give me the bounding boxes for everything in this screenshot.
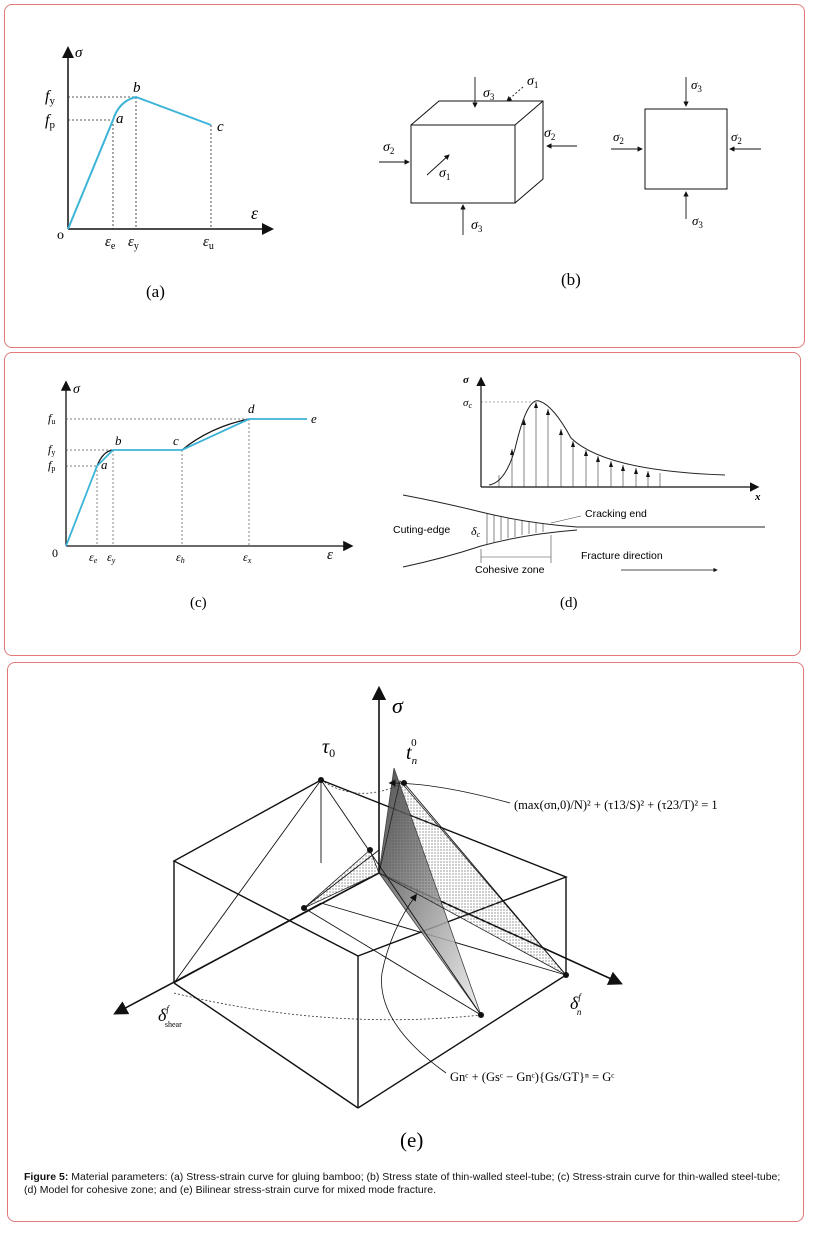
e-edges bbox=[174, 780, 566, 1015]
b-sq-s2-right: $\sigma_2$ bbox=[731, 129, 742, 146]
c-axis-y-label: σ bbox=[73, 382, 80, 397]
a-label: (a) bbox=[146, 282, 165, 301]
c-point-a: a bbox=[101, 457, 108, 472]
a-eps-e: $\varepsilon_e$ bbox=[105, 234, 116, 252]
c-eps-x: εx bbox=[243, 550, 252, 565]
a-point-a: a bbox=[116, 111, 124, 127]
d-sigma-c: σc bbox=[463, 397, 472, 410]
d-crack-upper bbox=[403, 495, 765, 527]
d-fracture-direction: Fracture direction bbox=[581, 550, 663, 562]
c-label: (c) bbox=[190, 595, 207, 611]
e-label: (e) bbox=[400, 1128, 424, 1152]
a-fp: fp bbox=[45, 112, 55, 131]
d-label: (d) bbox=[560, 595, 578, 611]
b-square bbox=[645, 109, 727, 189]
c-fy: fy bbox=[48, 442, 56, 457]
c-eps-y: εy bbox=[107, 550, 116, 565]
c-fp: fp bbox=[48, 458, 56, 473]
d-cohesive-hatch bbox=[487, 514, 543, 544]
a-point-b: b bbox=[133, 80, 141, 96]
e-delta-shear: $\delta^f$ shear bbox=[158, 1004, 182, 1029]
e-eq1: (max(σn,0)/N)² + (τ13/S)² + (τ23/T)² = 1 bbox=[514, 798, 718, 812]
b-label: (b) bbox=[561, 270, 581, 289]
a-axis-y-label: σ bbox=[75, 45, 83, 61]
b-arrow-s1-back bbox=[507, 87, 523, 101]
c-guides bbox=[66, 419, 249, 546]
c-eps-h: εh bbox=[176, 550, 185, 565]
caption-prefix: Figure 5: bbox=[24, 1171, 69, 1183]
a-eps-u: $\varepsilon_u$ bbox=[203, 234, 214, 252]
d-stress-curve bbox=[489, 401, 725, 485]
e-tau0: $\tau_0$ bbox=[322, 736, 336, 760]
e-eq2: Gnᶜ + (Gsᶜ − Gnᶜ){Gs/GT}ⁿ = Gᶜ bbox=[450, 1070, 615, 1084]
panel-bottom bbox=[7, 662, 804, 1222]
b-s2-left: $\sigma_2$ bbox=[383, 140, 395, 156]
c-eps-e: εe bbox=[89, 550, 98, 565]
caption-text: Material parameters: (a) Stress-strain curve for gluing bamboo; (b) Stress state of thin-walled steel-tube; (c) Stress-strain curve for thin-walled steel-tube; (d) Model for cohesive zone; and (e) Bilinear stress-strain curve for mixed mode fracture. bbox=[24, 1171, 781, 1196]
figure-caption bbox=[24, 1171, 794, 1197]
a-origin: o bbox=[57, 228, 64, 243]
panel-top-svg bbox=[5, 5, 806, 349]
b-sq-s3-bot: $\sigma_3$ bbox=[692, 213, 703, 230]
e-tn0: $t_n0$ bbox=[406, 737, 418, 767]
panel-bottom-svg bbox=[8, 663, 805, 1223]
e-dotted-arc-bottom bbox=[174, 993, 481, 1020]
b-s2-right: $\sigma_2$ bbox=[544, 126, 556, 142]
d-cohesive-zone: Cohesive zone bbox=[475, 564, 545, 576]
e-shear-axis bbox=[116, 873, 379, 1013]
d-cracking-end: Cracking end bbox=[585, 508, 647, 520]
c-point-c: c bbox=[173, 433, 179, 448]
b-s1-front: $\sigma_1$ bbox=[439, 166, 451, 182]
panel-top bbox=[4, 4, 805, 348]
c-fu: fu bbox=[48, 411, 56, 426]
a-eps-y: $\varepsilon_y$ bbox=[128, 234, 139, 252]
c-origin: 0 bbox=[52, 546, 58, 560]
d-cracking-end-leader bbox=[551, 516, 581, 523]
a-curve bbox=[68, 97, 211, 229]
panel-middle-svg bbox=[5, 353, 802, 657]
b-sq-s2-left: $\sigma_2$ bbox=[613, 129, 624, 146]
d-delta-c: δc bbox=[471, 524, 481, 539]
a-point-c: c bbox=[217, 119, 224, 135]
d-axis-y-label: σ bbox=[463, 374, 469, 386]
panel-middle bbox=[4, 352, 801, 656]
d-cutting-edge: Cuting-edge bbox=[393, 524, 451, 536]
e-sigma-label: σ bbox=[392, 693, 403, 718]
d-axis-x-label: x bbox=[755, 491, 761, 503]
b-s3-top: $\sigma_3$ bbox=[483, 86, 495, 102]
b-cube bbox=[411, 101, 543, 203]
c-point-e: e bbox=[311, 411, 317, 426]
a-axis-x-label: ε bbox=[251, 203, 259, 223]
c-point-b: b bbox=[115, 433, 122, 448]
b-sq-s3-top: $\sigma_3$ bbox=[691, 77, 702, 94]
c-point-d: d bbox=[248, 401, 255, 416]
e-box-hidden bbox=[174, 780, 566, 983]
c-axis-x-label: ε bbox=[327, 547, 333, 563]
a-fy: fy bbox=[45, 88, 55, 107]
d-stress-arrows bbox=[510, 402, 650, 477]
e-delta-n: $\delta^f$ n bbox=[570, 992, 582, 1017]
c-curve bbox=[66, 419, 307, 546]
b-s3-bot: $\sigma_3$ bbox=[471, 218, 483, 234]
b-s1-top: $\sigma_1$ bbox=[527, 74, 539, 90]
